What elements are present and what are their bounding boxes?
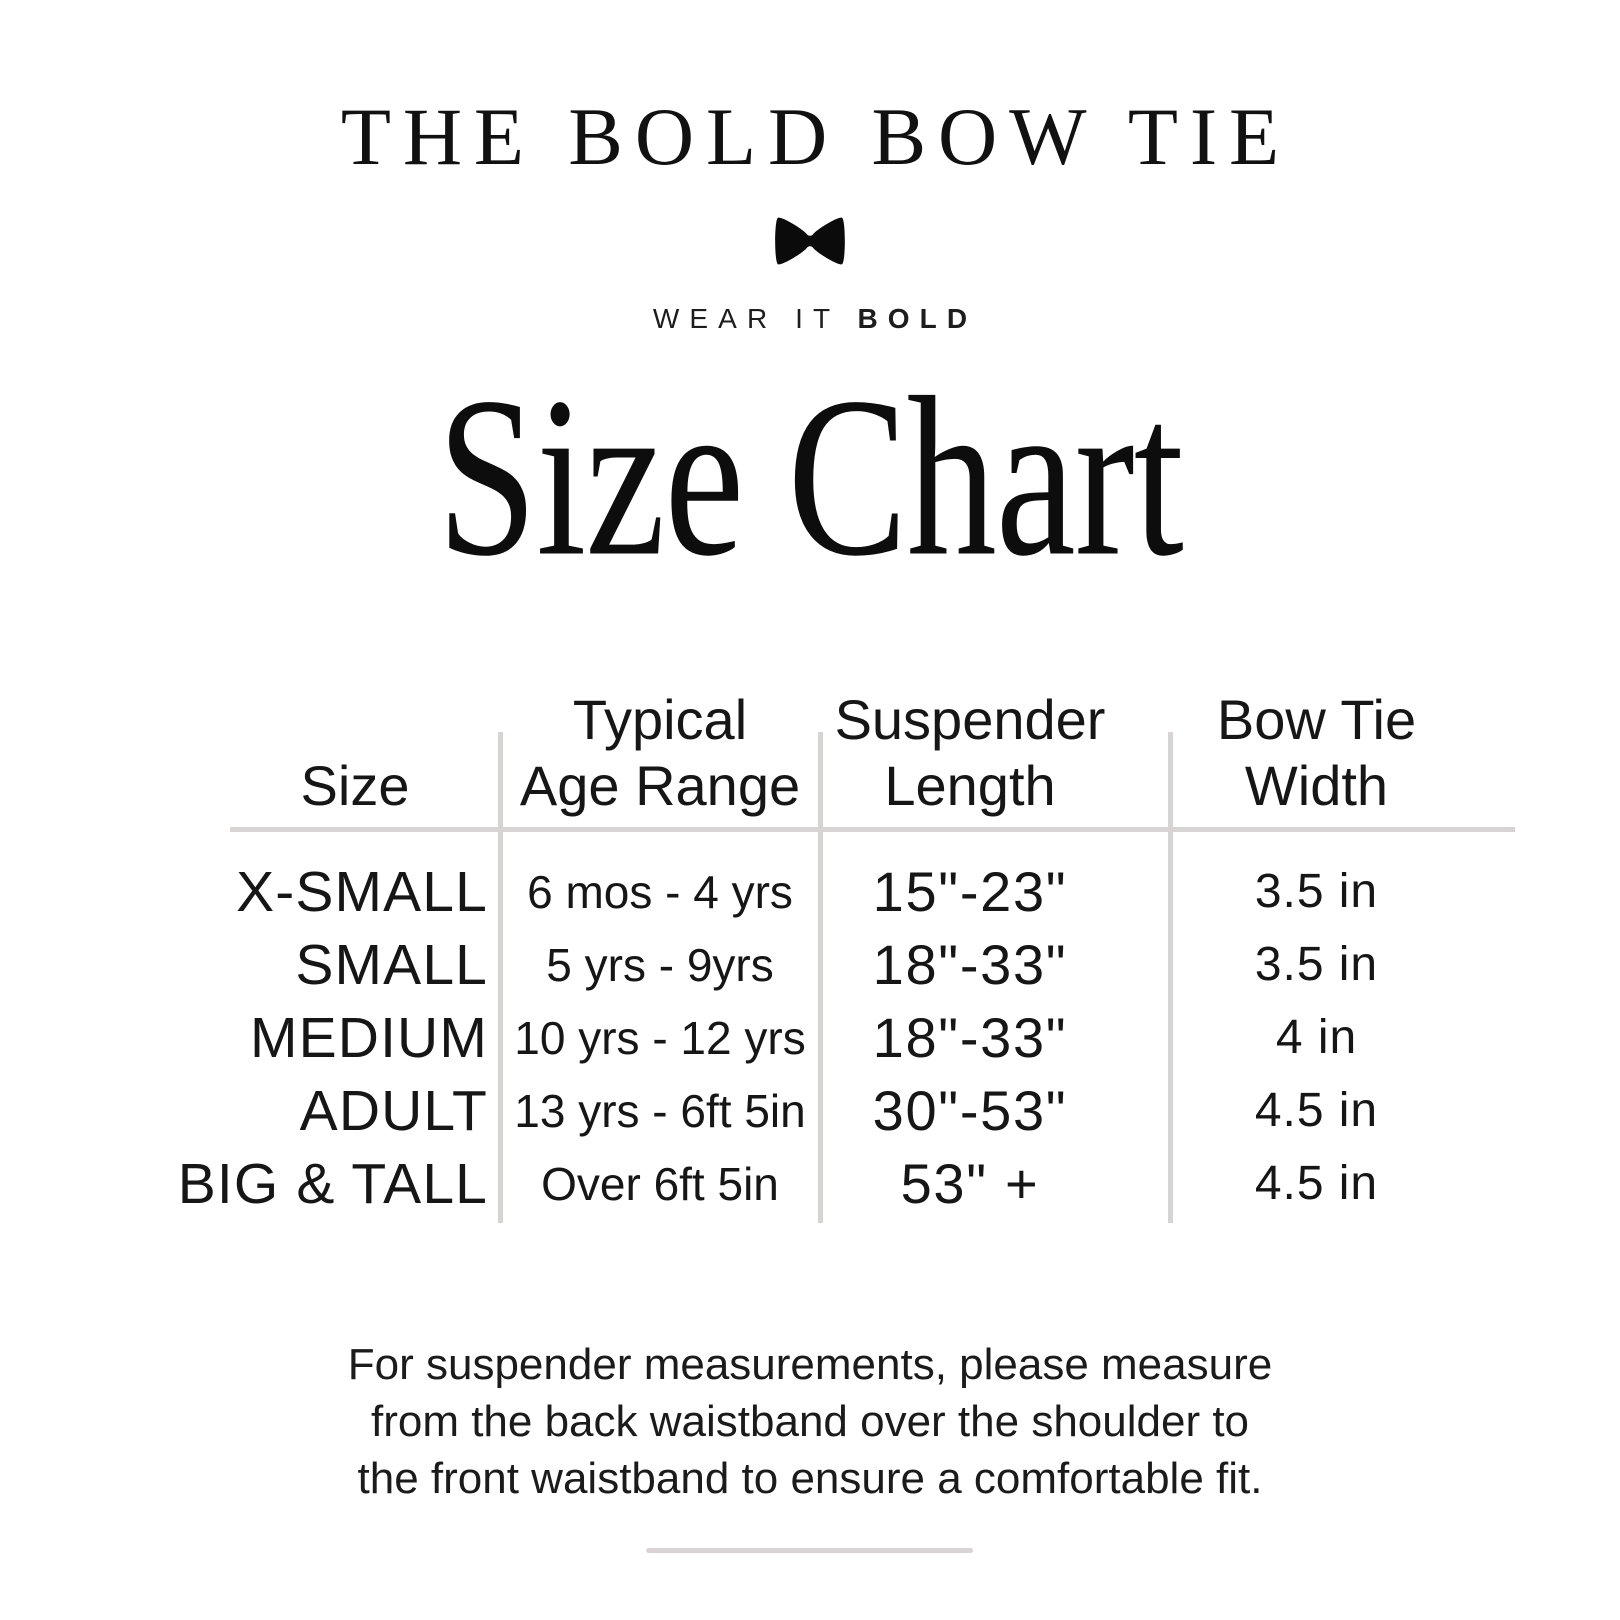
row-size-label: MEDIUM: [250, 1005, 488, 1070]
column-header-suspender-length: Suspender Length: [834, 688, 1106, 817]
tagline-regular: WEAR IT: [652, 303, 840, 334]
measurement-note-line: For suspender measurements, please measure: [347, 1340, 1273, 1389]
table-body: [177, 855, 1515, 1220]
row-bowtie-width-value: 4.5 in: [1254, 1157, 1379, 1210]
row-age-value: 6 mos - 4 yrs: [527, 865, 793, 918]
header-rule: [230, 827, 1515, 832]
column-header-age-range: Typical Age Range: [519, 688, 801, 817]
tagline-bold: BOLD: [857, 303, 978, 334]
column-header-bow-tie-width: Bow Tie Width: [1216, 688, 1417, 817]
row-age-value: 10 yrs - 12 yrs: [514, 1011, 806, 1064]
brand-title: THE BOLD BOW TIE: [340, 91, 1292, 182]
measurement-note: [0, 1336, 1620, 1507]
row-suspender-value: 18"-33": [872, 933, 1068, 996]
measurement-note-line: the front waistband to ensure a comfortable fit.: [357, 1454, 1263, 1503]
row-size-label: ADULT: [299, 1078, 488, 1143]
row-bowtie-width-value: 4 in: [1275, 1011, 1358, 1064]
row-suspender-value: 53" +: [900, 1152, 1040, 1215]
row-suspender-value: 30"-53": [872, 1079, 1068, 1142]
row-size-label: BIG & TALL: [177, 1151, 488, 1216]
row-suspender-value: 15"-23": [872, 860, 1068, 923]
row-age-value: 13 yrs - 6ft 5in: [514, 1084, 806, 1137]
page-title: Size Chart: [437, 350, 1183, 604]
table-header-row: [230, 645, 1515, 827]
bottom-divider-rule: [646, 1548, 973, 1553]
bow-tie-icon: [772, 214, 848, 268]
row-age-value: Over 6ft 5in: [541, 1157, 779, 1210]
row-bowtie-width-value: 3.5 in: [1254, 865, 1379, 918]
brand-tagline: [0, 304, 1620, 334]
row-age-value: 5 yrs - 9yrs: [546, 938, 774, 991]
row-size-label: SMALL: [295, 932, 488, 997]
row-size-label: X-SMALL: [236, 859, 488, 924]
measurement-note-line: from the back waistband over the shoulder to: [370, 1397, 1250, 1446]
row-bowtie-width-value: 3.5 in: [1254, 938, 1379, 991]
row-suspender-value: 18"-33": [872, 1006, 1068, 1069]
column-header-size: Size: [300, 754, 410, 817]
size-chart-table: [177, 645, 1515, 1223]
row-bowtie-width-value: 4.5 in: [1254, 1084, 1379, 1137]
